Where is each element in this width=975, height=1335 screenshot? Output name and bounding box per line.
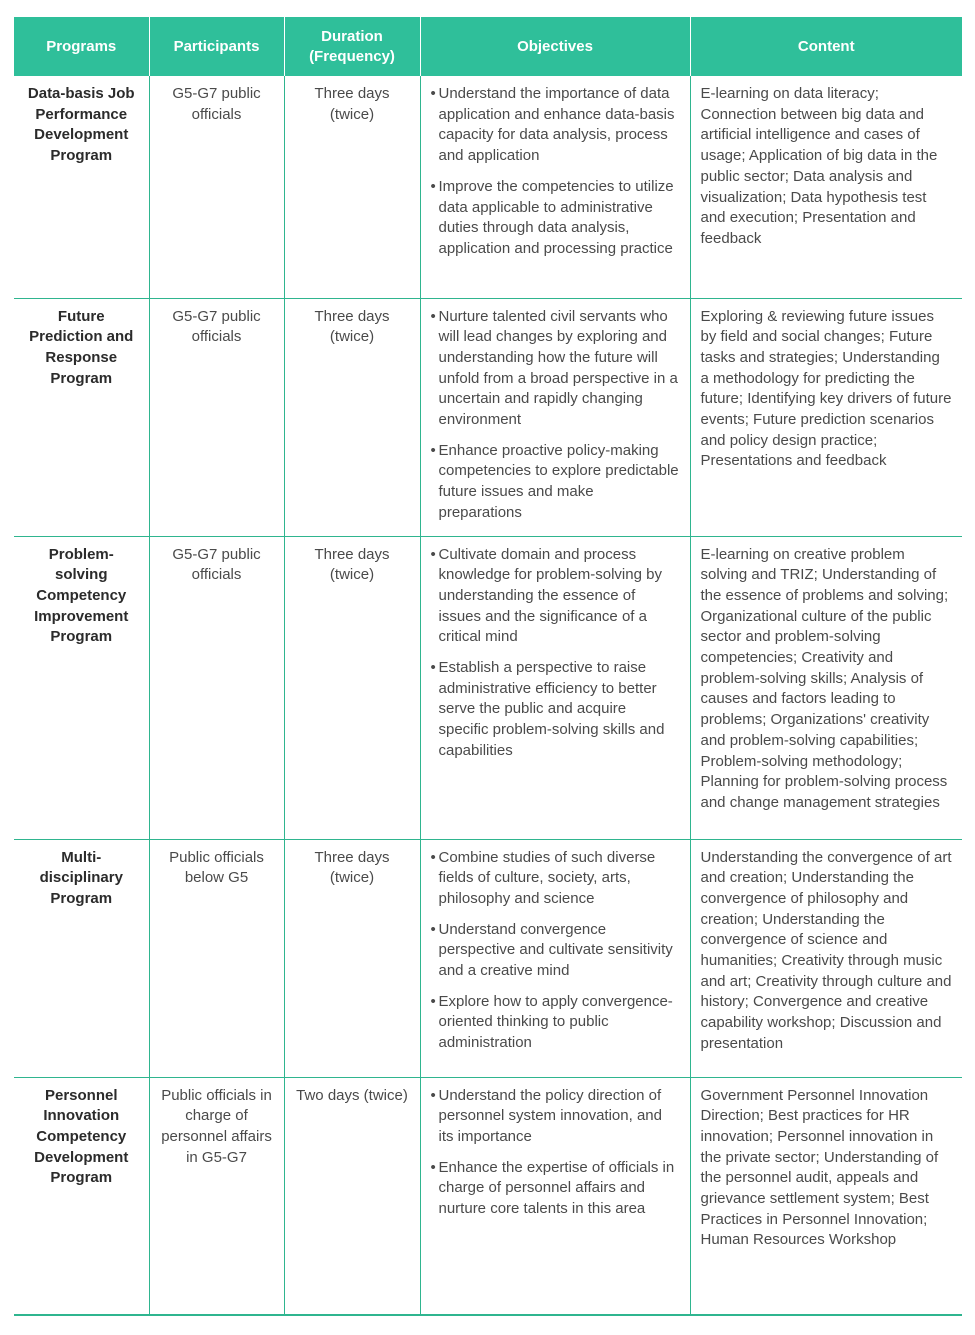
programs-table bbox=[14, 17, 962, 1316]
objective-item: • Understand the policy direction of personnel system innovation, and its importance bbox=[431, 1086, 680, 1148]
objective-item: • Improve the competencies to utilize data applicable to administrative duties through data analysis, application and processing practice bbox=[431, 177, 680, 260]
program-name: Data-basis Job Performance Development Program bbox=[14, 76, 149, 298]
program-name: Future Prediction and Response Program bbox=[14, 298, 149, 536]
participants-cell: G5-G7 public officials bbox=[149, 76, 284, 298]
header-content: Content bbox=[690, 17, 962, 76]
table-row bbox=[14, 1077, 962, 1315]
duration-cell: Three days (twice) bbox=[284, 536, 420, 839]
program-name: Multi-disciplinary Program bbox=[14, 839, 149, 1077]
duration-cell: Two days (twice) bbox=[284, 1077, 420, 1315]
objectives-cell bbox=[420, 536, 690, 839]
objectives-cell bbox=[420, 1077, 690, 1315]
program-name: Personnel Innovation Competency Development Program bbox=[14, 1077, 149, 1315]
header-row bbox=[14, 17, 962, 76]
participants-cell: G5-G7 public officials bbox=[149, 536, 284, 839]
content-cell: Government Personnel Innovation Direction; Best practices for HR innovation; Personnel innovation in the private sector; Understanding of the personnel audit, appeals and grievance settlement system; Best Practices in Personnel Innovation; Human Resources Workshop bbox=[690, 1077, 962, 1315]
objectives-cell bbox=[420, 839, 690, 1077]
duration-cell: Three days (twice) bbox=[284, 76, 420, 298]
objective-item: • Explore how to apply convergence-oriented thinking to public administration bbox=[431, 992, 680, 1054]
participants-cell: G5-G7 public officials bbox=[149, 298, 284, 536]
header-duration: Duration (Frequency) bbox=[284, 17, 420, 76]
header-programs: Programs bbox=[14, 17, 149, 76]
objective-item: • Understand the importance of data application and enhance data-basis capacity for data analysis, process and application bbox=[431, 84, 680, 167]
content-cell: E-learning on data literacy; Connection between big data and artificial intelligence and cases of usage; Application of big data in the public sector; Data analysis and visualization; Data hypothesis test and execution; Presentation and feedback bbox=[690, 76, 962, 298]
header-participants: Participants bbox=[149, 17, 284, 76]
objective-item: • Establish a perspective to raise administrative efficiency to better serve the public and acquire specific problem-solving skills and capabilities bbox=[431, 658, 680, 762]
table-row bbox=[14, 839, 962, 1077]
participants-cell: Public officials below G5 bbox=[149, 839, 284, 1077]
participants-cell: Public officials in charge of personnel affairs in G5-G7 bbox=[149, 1077, 284, 1315]
table-row bbox=[14, 536, 962, 839]
header-objectives: Objectives bbox=[420, 17, 690, 76]
objective-item: • Enhance proactive policy-making competencies to explore predictable future issues and make preparations bbox=[431, 441, 680, 524]
duration-cell: Three days (twice) bbox=[284, 839, 420, 1077]
objective-item: • Understand convergence perspective and cultivate sensitivity and a creative mind bbox=[431, 920, 680, 982]
objective-item: • Combine studies of such diverse fields of culture, society, arts, philosophy and science bbox=[431, 848, 680, 910]
objective-item: • Cultivate domain and process knowledge for problem-solving by understanding the essence of issues and the significance of a critical mind bbox=[431, 545, 680, 649]
table-row bbox=[14, 76, 962, 298]
program-name: Problem-solving Competency Improvement Program bbox=[14, 536, 149, 839]
table-row bbox=[14, 298, 962, 536]
objectives-cell bbox=[420, 298, 690, 536]
content-cell: Exploring & reviewing future issues by field and social changes; Future tasks and strategies; Understanding a methodology for predicting the future; Identifying key drivers of future events; Future prediction scenarios and policy design practice; Presentations and feedback bbox=[690, 298, 962, 536]
content-cell: E-learning on creative problem solving and TRIZ; Understanding of the essence of problems and solving; Organizational culture of the public sector and problem-solving competencies; Creativity and problem-solving skills; Analysis of causes and factors leading to problems; Organizations' creativity and problem-solving capabilities; Problem-solving methodology; Planning for problem-solving process and change management strategies bbox=[690, 536, 962, 839]
objectives-cell bbox=[420, 76, 690, 298]
content-cell: Understanding the convergence of art and creation; Understanding the convergence of philosophy and creation; Understanding the convergence of science and humanities; Creativity through music and art; Creativity through culture and history; Convergence and creative capability workshop; Discussion and presentation bbox=[690, 839, 962, 1077]
objective-item: • Nurture talented civil servants who will lead changes by exploring and understanding how the future will unfold from a broad perspective in a uncertain and rapidly changing environment bbox=[431, 307, 680, 431]
objective-item: • Enhance the expertise of officials in charge of personnel affairs and nurture core talents in this area bbox=[431, 1158, 680, 1220]
duration-cell: Three days (twice) bbox=[284, 298, 420, 536]
